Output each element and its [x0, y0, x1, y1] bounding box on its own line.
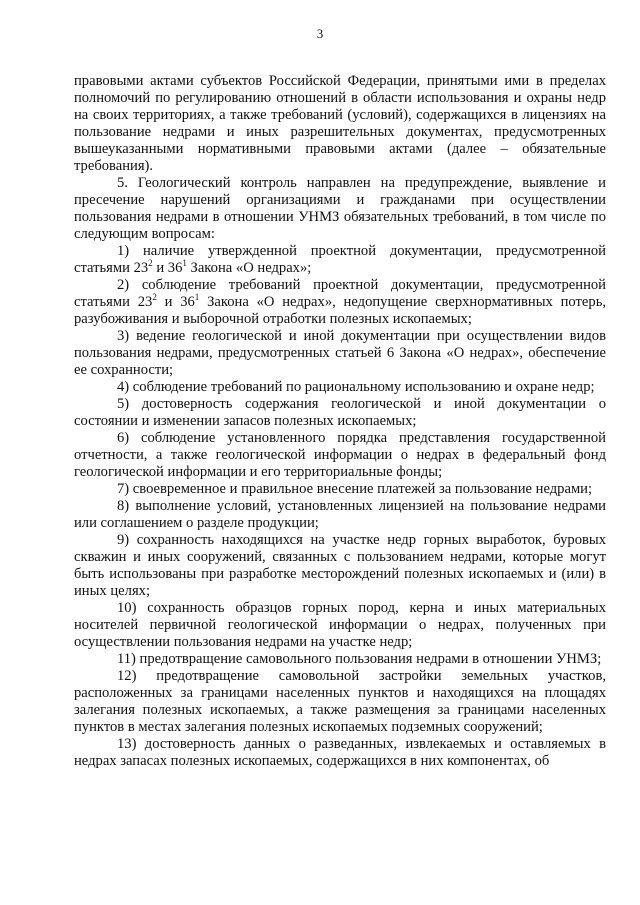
text-run: 5) достоверность содержания геологической и иной документации о состоянии и изменении запасов полезных ископаемых; [74, 396, 606, 429]
list-item-1 [74, 243, 606, 277]
list-item-11 [74, 651, 606, 668]
list-item-5 [74, 396, 606, 430]
document-body [74, 73, 606, 770]
text-run: 4) соблюдение требований по рациональному использованию и охране недр; [117, 379, 595, 395]
list-item-7 [74, 481, 606, 498]
text-run: и 36 [152, 260, 183, 276]
superscript: 2 [152, 292, 157, 303]
list-item-6 [74, 430, 606, 481]
superscript: 2 [148, 258, 153, 269]
list-item-12 [74, 668, 606, 736]
list-item-8 [74, 498, 606, 532]
list-item-4 [74, 379, 606, 396]
text-run: 6) соблюдение установленного порядка представления государственной отчетности, а также геологической информации о недрах в федеральный фонд геологической информации и его территориальные фонды; [74, 430, 606, 480]
text-run: 5. Геологический контроль направлен на предупреждение, выявление и пресечение нарушений организациями и гражданами при осуществлении пользования недрами в отношении УНМЗ обязательных требований, в том числе по следующим вопросам: [74, 175, 606, 242]
text-run: и 36 [156, 294, 195, 310]
text-run: 2) соблюдение требований проектной документации, предусмотренной статьями 23 [74, 277, 606, 310]
text-run: Закона «О недрах», недопущение сверхнормативных потерь, разубоживания и выборочной отработки полезных ископаемых; [74, 294, 606, 327]
text-run: 8) выполнение условий, установленных лицензией на пользование недрами или соглашением о разделе продукции; [74, 498, 606, 531]
list-item-13 [74, 736, 606, 770]
list-item-9 [74, 532, 606, 600]
text-run: 12) предотвращение самовольной застройки земельных участков, расположенных за границами населенных пунктов и находящихся на площадях залегания полезных ископаемых, а также размещения за границами населенных пунктов в местах залегания полезных ископаемых подземных сооружений; [74, 668, 606, 735]
list-item-3 [74, 328, 606, 379]
paragraph-clause-5 [74, 175, 606, 243]
text-run: 9) сохранность находящихся на участке недр горных выработок, буровых скважин и иных сооружений, связанных с пользованием недрами, которые могут быть использованы при разработке месторождений полезных ископаемых и (или) в иных целях; [74, 532, 606, 599]
text-run: правовыми актами субъектов Российской Федерации, принятыми ими в пределах полномочий по регулированию отношений в области использования и охраны недр на своих территориях, а также требований (условий), содержащихся в лицензиях на пользование недрами и иных разрешительных документах, предусмотренных вышеуказанными нормативными правовыми актами (далее – обязательные требования). [74, 73, 606, 174]
superscript: 1 [182, 258, 187, 269]
list-item-10 [74, 600, 606, 651]
text-run: 1) наличие утвержденной проектной документации, предусмотренной статьями 23 [74, 243, 606, 276]
paragraph-continuation [74, 73, 606, 175]
page-number: 3 [316, 26, 324, 41]
list-item-2 [74, 277, 606, 328]
text-run: 3) ведение геологической и иной документации при осуществлении видов пользования недрами, предусмотренных статьей 6 Закона «О недрах», обеспечение ее сохранности; [74, 328, 606, 378]
text-run: 13) достоверность данных о разведанных, извлекаемых и оставляемых в недрах запасах полезных ископаемых, содержащихся в них компонентах, об [74, 736, 606, 769]
text-run: 11) предотвращение самовольного пользования недрами в отношении УНМЗ; [117, 651, 602, 667]
superscript: 1 [194, 292, 200, 303]
text-run: Закона «О недрах»; [186, 260, 312, 276]
text-run: 10) сохранность образцов горных пород, керна и иных материальных носителей первичной геологической информации о недрах, полученных при осуществлении пользования недрами на участке недр; [74, 600, 606, 650]
text-run: 7) своевременное и правильное внесение платежей за пользование недрами; [117, 481, 593, 497]
